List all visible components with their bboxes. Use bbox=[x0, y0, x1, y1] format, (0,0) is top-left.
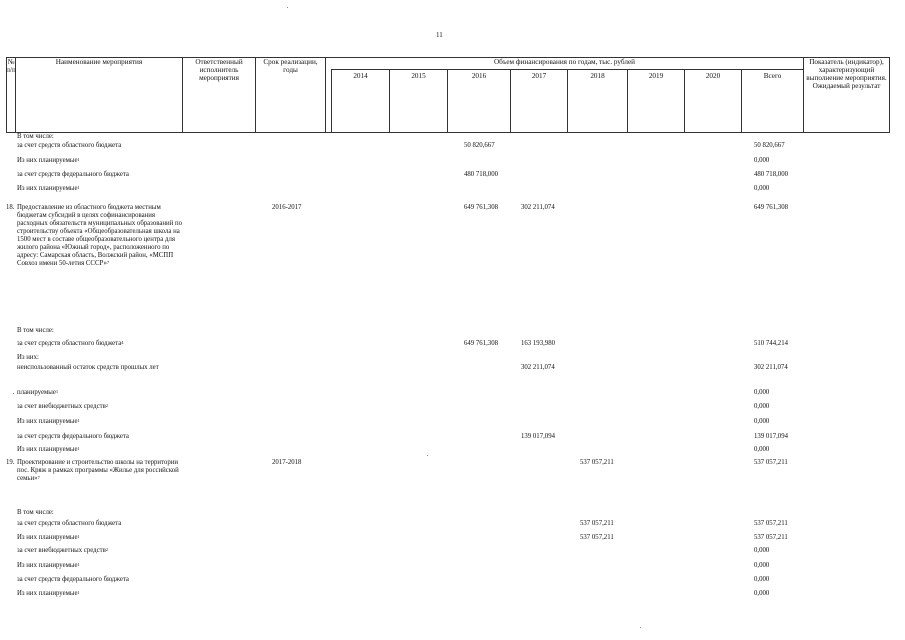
row-period: 2017-2018 bbox=[272, 459, 302, 466]
footnote-mark: 7 bbox=[106, 260, 110, 265]
row-name bbox=[17, 142, 187, 150]
scan-speck bbox=[640, 627, 641, 628]
row-value-2016: 50 820,667 bbox=[464, 142, 495, 149]
row-number: 18. bbox=[6, 204, 15, 211]
footnote-mark: 1 bbox=[77, 446, 80, 451]
row-period: 2016-2017 bbox=[272, 204, 302, 211]
row-name-text: В том числе: bbox=[17, 509, 54, 516]
row-value-2016: 480 718,000 bbox=[464, 171, 498, 178]
header-year-label: Всего bbox=[763, 72, 782, 80]
row-name bbox=[17, 590, 187, 598]
row-total: 0,000 bbox=[754, 418, 770, 425]
row-total: 480 718,000 bbox=[754, 171, 788, 178]
footnote-mark: 1 bbox=[77, 562, 80, 567]
row-name bbox=[17, 520, 187, 528]
row-value-2017: 302 211,074 bbox=[521, 364, 555, 371]
row-number: 19. bbox=[6, 459, 15, 466]
row-total: 0,000 bbox=[754, 403, 770, 410]
row-name bbox=[17, 403, 187, 411]
row-value-2016: 649 761,308 bbox=[464, 340, 498, 347]
row-name-text: за счет средств областного бюджета bbox=[17, 520, 122, 527]
row-name-text: Из них планируемые bbox=[17, 418, 78, 425]
row-name bbox=[17, 446, 187, 454]
row-value-2017: 139 017,094 bbox=[521, 433, 555, 440]
row-name bbox=[17, 576, 187, 584]
header-year-label: 2014 bbox=[353, 72, 368, 80]
row-name bbox=[17, 327, 187, 335]
row-name-text: за счет средств областного бюджета bbox=[17, 340, 122, 347]
row-name-text: Предоставление из областного бюджета местным бюджетам субсидий в целях софинансирования расходных обязательств муниципальных образований по строительству объекта «Общеобразовательная школа на 1500 мест в составе общеобразовательного центра для жилого района «Южный город», расположенного по адресу: Самарская область, Волжский район, «МСПП Совхоз имени 50-летия СССР» bbox=[17, 204, 183, 267]
header-period-label: Срок реализации, годы bbox=[263, 58, 318, 74]
footnote-mark: 1 bbox=[77, 418, 80, 423]
footnote-mark: 1 bbox=[55, 389, 59, 394]
row-name-text: за счет средств федерального бюджета bbox=[17, 433, 129, 440]
header-indicator-label: Показатель (индикатор), характеризующий выполнение мероприятия. Ожидаемый результат bbox=[806, 58, 887, 90]
row-name-text: Из них планируемые bbox=[17, 534, 78, 541]
row-name-text: за счет внебюджетных средств bbox=[17, 403, 106, 410]
header-year-label: 2017 bbox=[531, 72, 547, 80]
row-value-2018: 537 057,211 bbox=[580, 534, 614, 541]
row-value-2018: 537 057,211 bbox=[580, 520, 614, 527]
row-total: 0,000 bbox=[754, 389, 770, 396]
header-cell-name bbox=[15, 57, 183, 133]
row-name-text: Из них планируемые bbox=[17, 562, 78, 569]
row-value-2017: 302 211,074 bbox=[521, 204, 555, 211]
row-name-text: за счет внебюджетных средств bbox=[17, 547, 106, 554]
footnote-mark: 2 bbox=[105, 403, 109, 408]
header-year-label: 2020 bbox=[705, 72, 721, 80]
row-total: 50 820,667 bbox=[754, 142, 785, 149]
header-year-label: 2018 bbox=[590, 72, 605, 80]
header-year-label: 2019 bbox=[648, 72, 664, 80]
header-year-label: 2015 bbox=[411, 72, 426, 80]
row-name-text: Из них планируемые bbox=[17, 590, 78, 597]
row-total: 0,000 bbox=[754, 547, 770, 554]
row-total: 0,000 bbox=[754, 446, 770, 453]
row-total: 0,000 bbox=[754, 157, 770, 164]
row-name-text: за счет средств федерального бюджета bbox=[17, 576, 129, 583]
row-total: 0,000 bbox=[754, 562, 770, 569]
row-name-text: за счет средств федерального бюджета bbox=[17, 171, 129, 178]
row-name bbox=[17, 562, 187, 570]
row-name bbox=[17, 418, 187, 426]
row-total: 537 057,211 bbox=[754, 534, 788, 541]
row-name-text: планируемые bbox=[17, 389, 56, 396]
row-name bbox=[17, 509, 187, 517]
row-total: 537 057,211 bbox=[754, 459, 788, 466]
row-name-text: Из них планируемые bbox=[17, 185, 78, 192]
footnote-mark: 1 bbox=[77, 185, 80, 190]
row-name-text: Проектирование и строительство школы на территории пос. Кряж в рамках программы «Жилье для российской семьи» bbox=[17, 459, 179, 482]
row-total: 302 211,074 bbox=[754, 364, 788, 371]
row-name bbox=[17, 547, 187, 555]
row-name-text: за счет средств областного бюджета bbox=[17, 142, 122, 149]
row-name bbox=[17, 185, 187, 193]
row-name-text: неиспользованный остаток средств прошлых лет bbox=[17, 364, 159, 371]
footnote-mark: 2 bbox=[105, 547, 109, 552]
row-name bbox=[17, 433, 187, 441]
row-name bbox=[17, 204, 187, 268]
row-name-text: Из них: bbox=[17, 354, 39, 361]
row-name bbox=[17, 340, 187, 348]
row-name bbox=[17, 354, 187, 362]
row-name bbox=[17, 389, 187, 397]
row-total: 510 744,214 bbox=[754, 340, 788, 347]
row-name bbox=[17, 534, 187, 542]
scan-speck bbox=[13, 393, 14, 394]
header-name-label: Наименование мероприятия bbox=[55, 58, 143, 66]
row-name-text: Из них планируемые bbox=[17, 446, 78, 453]
row-total: 139 017,094 bbox=[754, 433, 788, 440]
row-name-text: Из них планируемые bbox=[17, 157, 78, 164]
row-name-text: В том числе: bbox=[17, 327, 54, 334]
row-name bbox=[17, 364, 187, 372]
row-total: 0,000 bbox=[754, 576, 770, 583]
footnote-mark: 4 bbox=[121, 340, 124, 345]
header-num-label: № п/п bbox=[6, 58, 16, 74]
header-funding-label: Объем финансирования по годам, тыс. рублей bbox=[493, 58, 636, 66]
row-name bbox=[17, 459, 187, 483]
header-responsible-label: Ответственный исполнитель мероприятия bbox=[195, 58, 243, 82]
row-value-2017: 163 193,980 bbox=[521, 340, 555, 347]
row-total: 537 057,211 bbox=[754, 520, 788, 527]
row-value-2016: 649 761,308 bbox=[464, 204, 498, 211]
row-total: 0,000 bbox=[754, 590, 770, 597]
row-name-text: В том числе: bbox=[17, 133, 54, 140]
page-number: 11 bbox=[436, 31, 443, 39]
header-year-label: 2016 bbox=[471, 72, 487, 80]
scan-speck bbox=[287, 7, 288, 8]
footnote-mark: 1 bbox=[77, 534, 80, 539]
footnote-mark: 1 bbox=[77, 157, 80, 162]
row-value-2018: 537 057,211 bbox=[580, 459, 614, 466]
row-name bbox=[17, 133, 187, 141]
footnote-mark: 7 bbox=[37, 475, 40, 480]
row-name bbox=[17, 171, 187, 179]
scan-speck bbox=[427, 455, 428, 456]
row-name bbox=[17, 157, 187, 165]
footnote-mark: 1 bbox=[77, 590, 80, 595]
row-total: 649 761,308 bbox=[754, 204, 788, 211]
row-total: 0,000 bbox=[754, 185, 770, 192]
